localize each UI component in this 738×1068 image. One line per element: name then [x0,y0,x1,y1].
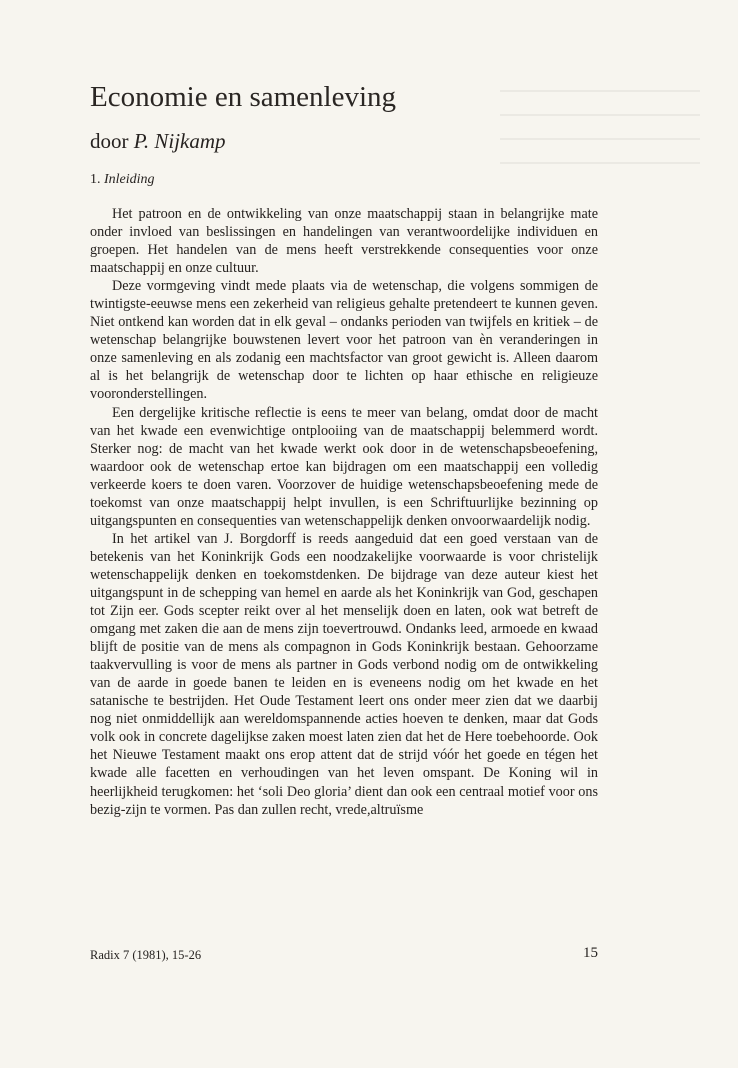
article-body [90,205,598,819]
article-title: Economie en samenleving [90,81,397,113]
section-title: Inleiding [104,172,155,187]
paragraph: In het artikel van J. Borgdorff is reeds aangeduid dat een goed verstaan van de betekenis van het Koninkrijk Gods een noodzakelijke voorwaarde is voor christelijk wetenschappelijk denken en toekomstdenken. De bijdrage van deze auteur kiest het uitgangspunt in de schepping van hemel en aarde als het Koninkrijk van God, geschapen tot Zijn eer. Gods scepter reikt over al het menselijk doen en laten, ook wat betreft de omgang met zaken die aan de mens zijn toevertrouwd. Ondanks leed, armoede en kwaad blijft de positie van de mens als compagnon in Gods Koninkrijk bestaan. Gehoorzame taakvervulling is voor de mens als partner in Gods verbond nodig om de ontwikkeling van de aarde in goede banen te leiden en is eveneens nodig om het kwade en het satanische te bestrijden. Het Oude Testament leert ons onder meer zien dat we daarbij nog niet onmiddellijk aan wereldomspannende acties hoeven te denken, maar dat Gods volk ook in concrete dagelijkse zaken moest laten zien dat het de Here toebehoorde. Ook het Nieuwe Testament maakt ons erop attent dat de strijd vóór het goede en tégen het kwade alle facetten en verhoudingen van het leven omspant. De Koning wil in heerlijkheid terugkomen: het ‘soli Deo gloria’ dient dan ook een centraal motief voor ons bezig-zijn te vormen. Pas dan zullen recht, vrede,altruïsme [90,530,598,818]
paragraph: Deze vormgeving vindt mede plaats via de wetenschap, die volgens sommigen de twintigste-eeuwse mens een zekerheid van religieus gehalte pretendeert te kunnen geven. Niet ontkend kan worden dat in elk geval – ondanks perioden van twijfels en kritiek – de wetenschap belangrijke bouwstenen levert voor het patroon van èn veranderingen in onze samenleving en als zodanig een machtsfactor van groot gewicht is. Alleen daarom al is het belangrijk de wetenschap door te lichten op haar ethische en religieuze vooronderstellingen. [90,278,598,403]
byline [90,128,226,154]
author-name: P. Nijkamp [133,129,226,153]
journal-citation: Radix 7 (1981), 15-26 [90,948,202,962]
section-number: 1. [90,172,101,187]
paragraph: Het patroon en de ontwikkeling van onze maatschappij staan in belangrijke mate onder invloed van beslissingen en handelingen van verantwoordelijke individuen en groepen. Het handelen van de mens heeft verstrekkende consequenties voor onze maatschappij en onze cultuur. [90,206,598,277]
page-number: 15 [583,945,598,961]
byline-prefix: door [90,129,129,153]
section-heading [90,171,155,189]
paragraph: Een dergelijke kritische reflectie is eens te meer van belang, omdat door de macht van het kwade een evenwichtige ontplooiing van de maatschappij belemmerd wordt. Sterker nog: de macht van het kwade werkt ook door in de wetenschapsbeoefening, waardoor ook de wetenschap ertoe kan bijdragen om een maatschappij een volledig verkeerde koers te doen varen. Voorzover de huidige wetenschapsbeoefening mede de toekomst van onze maatschappij helpt invullen, is een Schriftuurlijke bezinning op uitgangspunten en consequenties van wetenschappelijk denken onvoorwaardelijk nodig. [90,404,598,529]
page-footer [90,947,598,963]
show-through-marks [500,90,700,200]
